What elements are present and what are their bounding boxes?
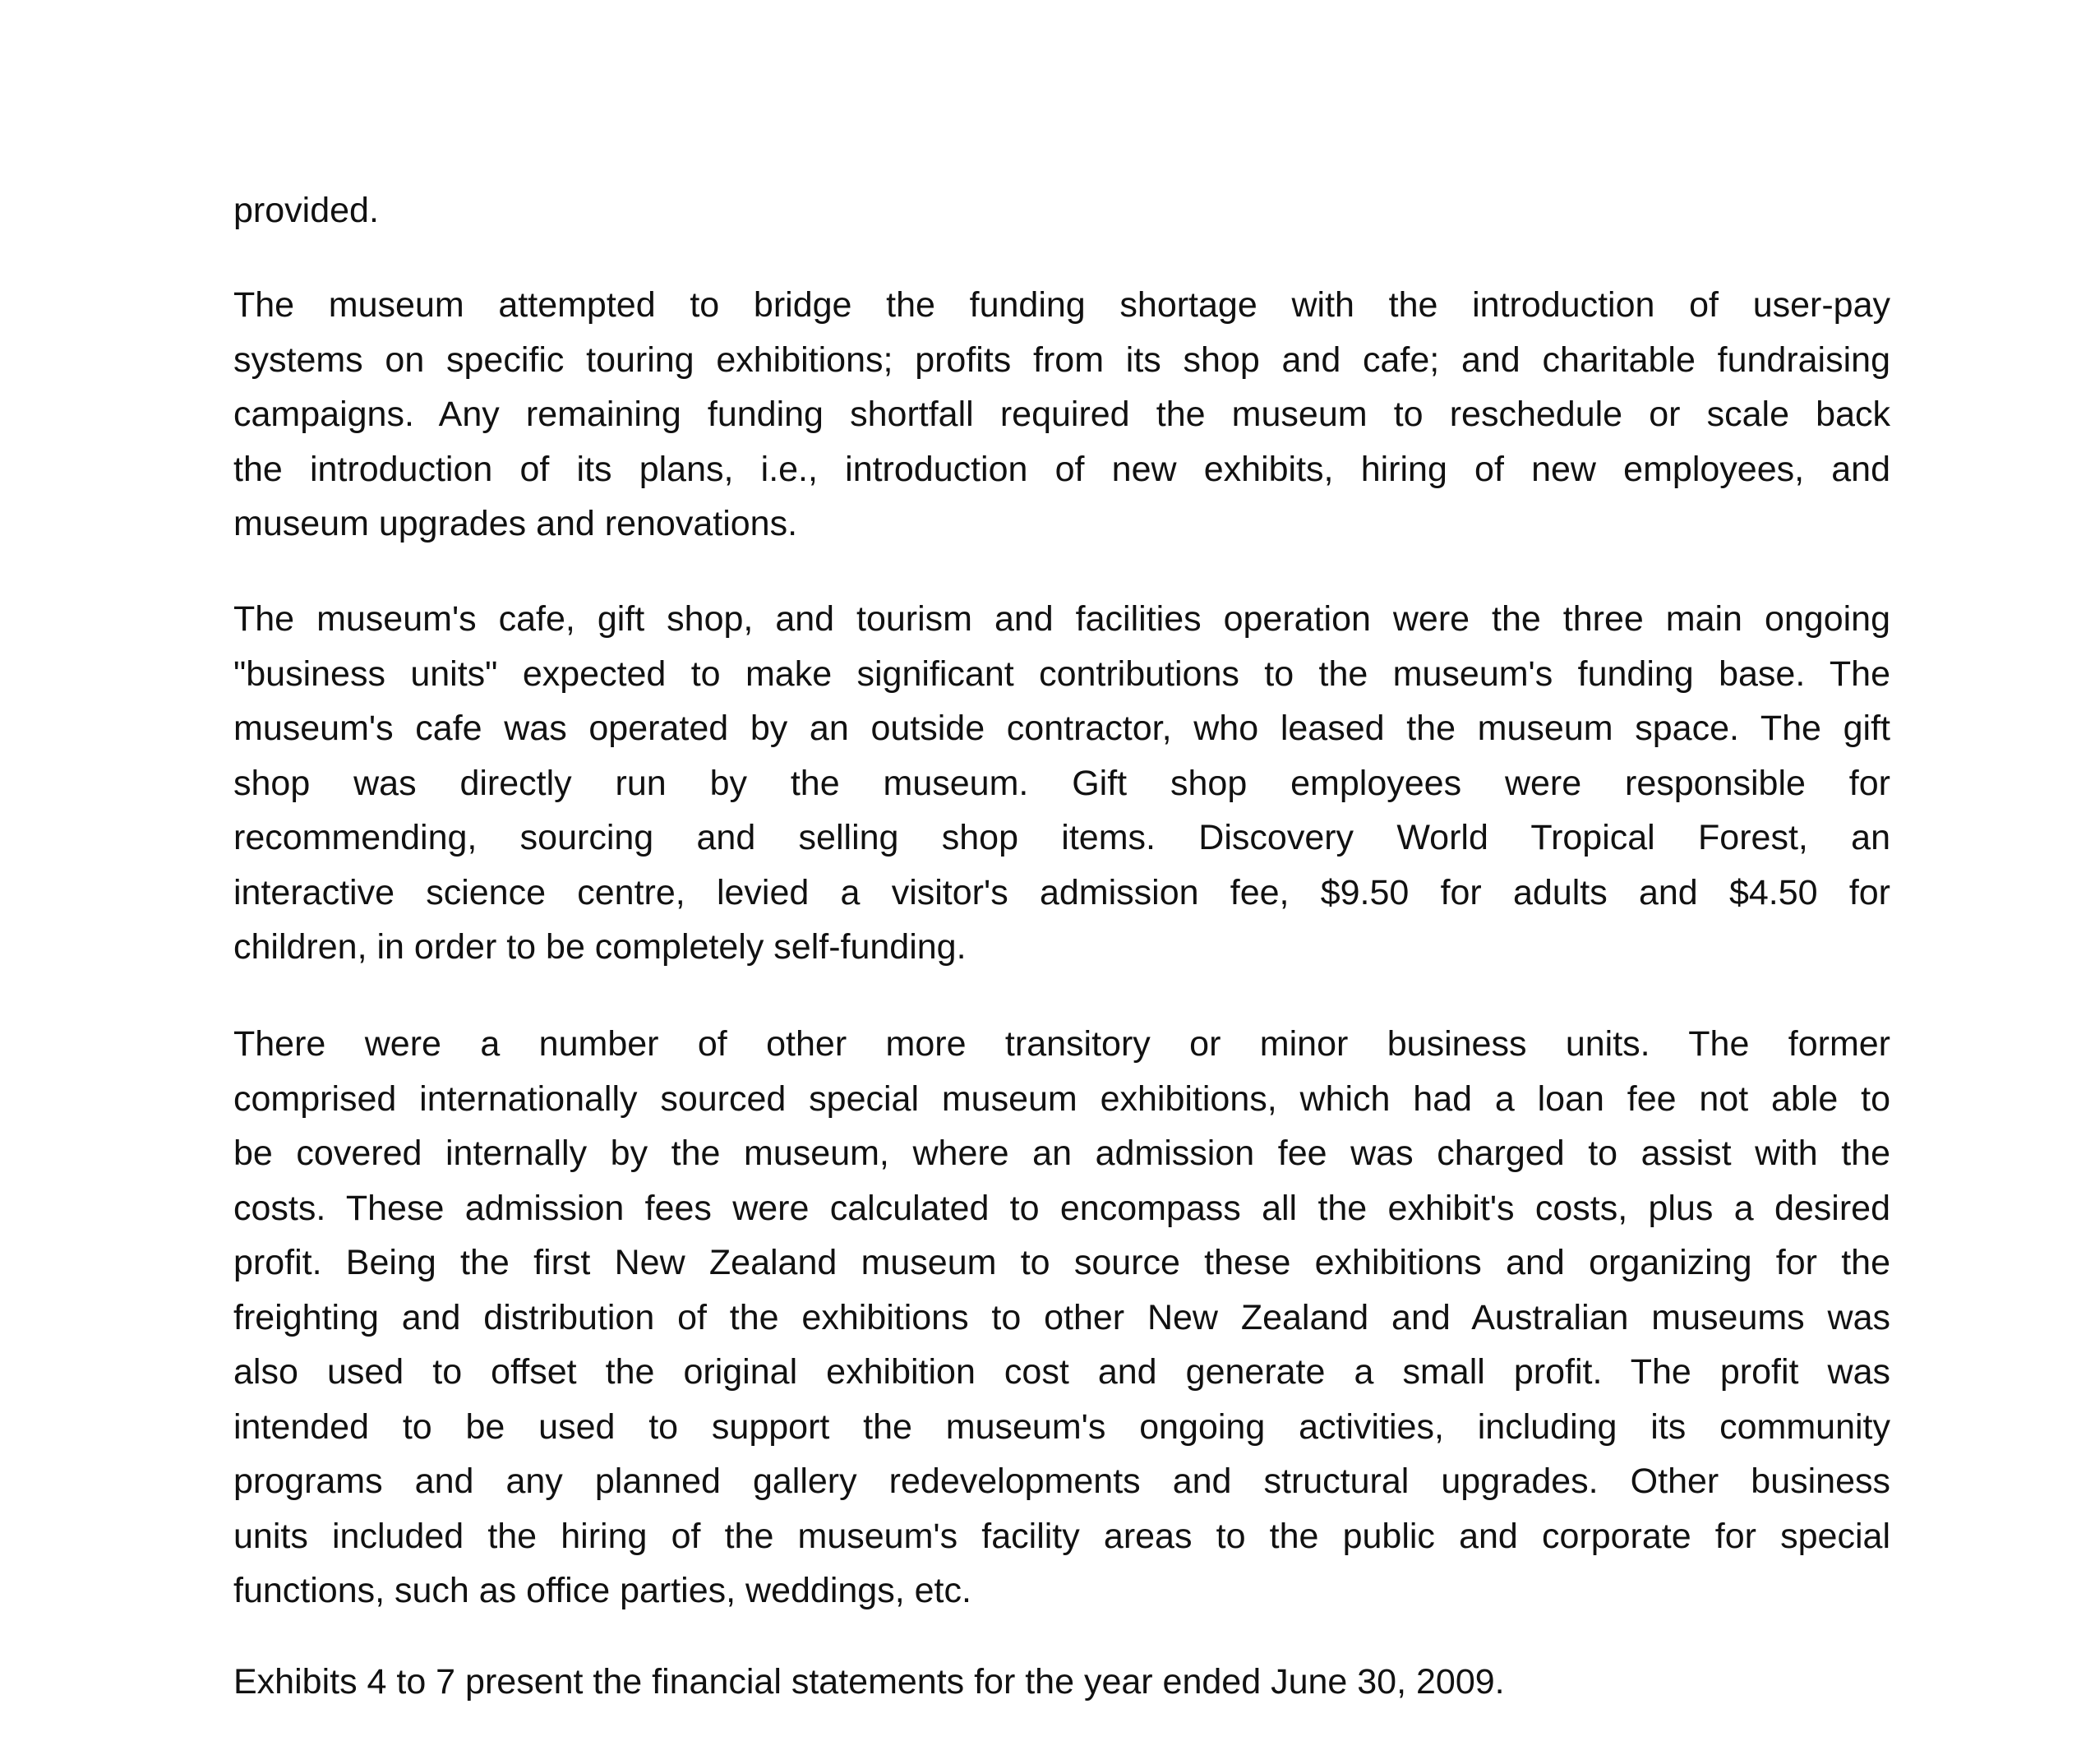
text-line: be covered internally by the museum, where an admission fee was charged to assist with the [233, 1134, 1890, 1173]
text-line: the introduction of its plans, i.e., introduction of new exhibits, hiring of new employees, and [233, 449, 1890, 489]
text-line: recommending, sourcing and selling shop items. Discovery World Tropical Forest, an [233, 818, 1890, 857]
text-line: functions, such as office parties, weddings, etc. [233, 1571, 971, 1610]
paragraph-exhibits-reference [233, 1655, 1890, 1710]
text-line: programs and any planned gallery redevelopments and structural upgrades. Other business [233, 1462, 1890, 1501]
text-line: profit. Being the first New Zealand museum to source these exhibitions and organizing for the [233, 1243, 1890, 1282]
text-line: museum's cafe was operated by an outside contractor, who leased the museum space. The gift [233, 709, 1890, 748]
text-line: "business units" expected to make significant contributions to the museum's funding base. The [233, 653, 1890, 694]
text-line: also used to offset the original exhibition cost and generate a small profit. The profit was [233, 1352, 1890, 1392]
text-line: freighting and distribution of the exhibitions to other New Zealand and Australian museums was [233, 1297, 1890, 1337]
text-line: There were a number of other more transitory or minor business units. The former [233, 1024, 1890, 1064]
text-line: campaigns. Any remaining funding shortfall required the museum to reschedule or scale back [233, 395, 1890, 434]
text-line: units included the hiring of the museum's facility areas to the public and corporate for special [233, 1516, 1890, 1556]
text-line: interactive science centre, levied a visitor's admission fee, $9.50 for adults and $4.50 for [233, 872, 1890, 912]
text-line: intended to be used to support the museum's ongoing activities, including its community [233, 1406, 1890, 1447]
text-line: children, in order to be completely self-funding. [233, 927, 967, 967]
text-line: The museum attempted to bridge the funding shortage with the introduction of user-pay [233, 285, 1890, 325]
text-line: Exhibits 4 to 7 present the financial statements for the year ended June 30, 2009. [233, 1662, 1505, 1702]
text-line: The museum's cafe, gift shop, and tourism and facilities operation were the three main ongoing [233, 599, 1890, 639]
text-line: museum upgrades and renovations. [233, 504, 798, 543]
text-line: shop was directly run by the museum. Gift shop employees were responsible for [233, 763, 1890, 803]
text-line: comprised internationally sourced special museum exhibitions, which had a loan fee not able to [233, 1078, 1890, 1119]
text-line: provided. [233, 191, 379, 230]
text-line: costs. These admission fees were calculated to encompass all the exhibit's costs, plus a desired [233, 1188, 1890, 1228]
paragraph-minor-business-units [233, 1017, 1890, 1619]
paragraph-continuation [233, 183, 1890, 238]
text-line: systems on specific touring exhibitions; profits from its shop and cafe; and charitable fundraising [233, 339, 1890, 380]
paragraph-funding-shortage [233, 278, 1890, 552]
paragraph-business-units [233, 592, 1890, 975]
